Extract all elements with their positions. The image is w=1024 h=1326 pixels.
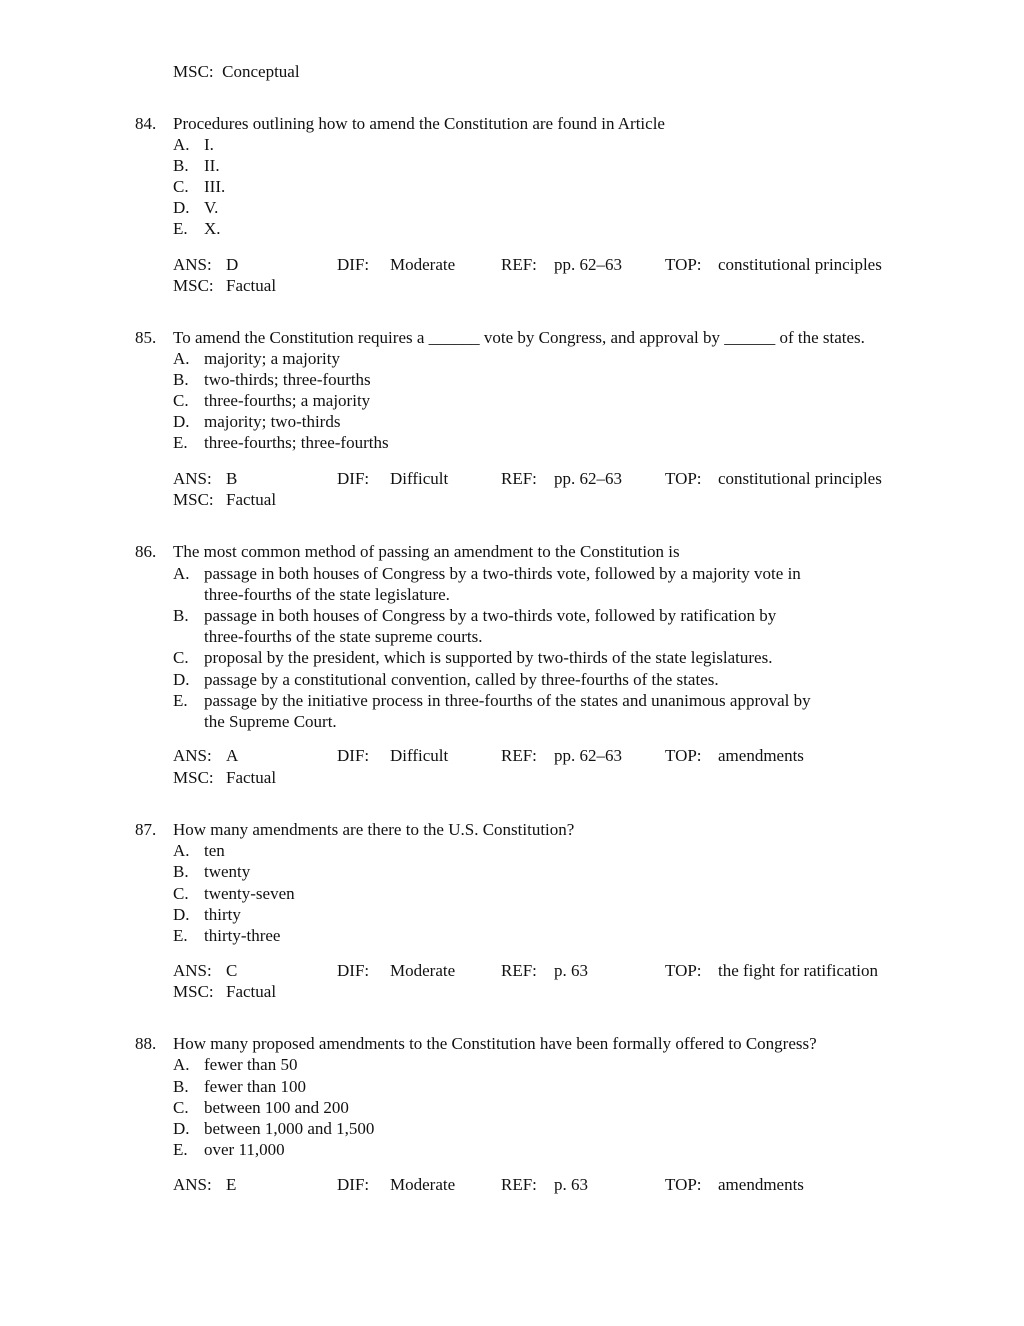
option-letter: D. xyxy=(173,905,190,924)
option-letter: B. xyxy=(173,156,189,175)
option-text: passage by a constitutional convention, called by three-fourths of the states. xyxy=(204,670,719,689)
option-letter: A. xyxy=(173,135,190,154)
option-text: ten xyxy=(204,841,225,860)
option-text: passage in both houses of Congress by a two-thirds vote, followed by a majority vote in xyxy=(204,564,801,583)
question-number: 88. xyxy=(135,1034,157,1053)
option-text: two-thirds; three-fourths xyxy=(204,370,371,389)
top-label: TOP: xyxy=(665,961,702,980)
question-stem: The most common method of passing an amendment to the Constitution is xyxy=(173,542,680,561)
top-label: TOP: xyxy=(665,746,702,765)
dif-label: DIF: xyxy=(337,255,370,274)
option-text: thirty-three xyxy=(204,926,281,945)
option-letter: C. xyxy=(173,391,189,410)
top-label: TOP: xyxy=(665,469,702,488)
option-text: between 100 and 200 xyxy=(204,1098,349,1117)
option-text: fewer than 100 xyxy=(204,1077,306,1096)
option-letter: D. xyxy=(173,412,190,431)
option-letter: D. xyxy=(173,198,190,217)
question-number: 84. xyxy=(135,114,157,133)
question-stem: How many amendments are there to the U.S. Constitution? xyxy=(173,820,575,839)
option-letter: E. xyxy=(173,219,188,238)
top-value: amendments xyxy=(718,1175,804,1194)
question-stem: Procedures outlining how to amend the Constitution are found in Article xyxy=(173,114,665,133)
option-letter: A. xyxy=(173,349,190,368)
option-letter: C. xyxy=(173,177,189,196)
option-text: majority; two-thirds xyxy=(204,412,341,431)
option-letter: E. xyxy=(173,926,188,945)
option-letter: A. xyxy=(173,1055,190,1074)
dif-value: Moderate xyxy=(390,1175,456,1194)
option-letter: D. xyxy=(173,670,190,689)
top-label: TOP: xyxy=(665,1175,702,1194)
question-number: 85. xyxy=(135,328,157,347)
option-text-continued: the Supreme Court. xyxy=(204,712,337,731)
option-text: fewer than 50 xyxy=(204,1055,298,1074)
ref-value: p. 63 xyxy=(554,1175,588,1194)
option-text-continued: three-fourths of the state supreme courts. xyxy=(204,627,483,646)
option-letter: A. xyxy=(173,841,190,860)
option-letter: C. xyxy=(173,1098,189,1117)
question-number: 87. xyxy=(135,820,157,839)
option-letter: E. xyxy=(173,691,188,710)
option-letter: B. xyxy=(173,862,189,881)
ans-label: ANS: xyxy=(173,469,212,488)
option-text: I. xyxy=(204,135,214,154)
ans-label: ANS: xyxy=(173,746,212,765)
dif-label: DIF: xyxy=(337,469,370,488)
option-letter: C. xyxy=(173,884,189,903)
option-text: majority; a majority xyxy=(204,349,340,368)
option-letter: D. xyxy=(173,1119,190,1138)
ref-value: p. 63 xyxy=(554,961,588,980)
ans-value: B xyxy=(226,469,238,488)
option-text: X. xyxy=(204,219,221,238)
option-letter: B. xyxy=(173,370,189,389)
ref-label: REF: xyxy=(501,1175,537,1194)
ans-value: E xyxy=(226,1175,237,1194)
option-letter: A. xyxy=(173,564,190,583)
option-letter: B. xyxy=(173,1077,189,1096)
dif-value: Moderate xyxy=(390,255,456,274)
ans-label: ANS: xyxy=(173,1175,212,1194)
top-value: the fight for ratification xyxy=(718,961,879,980)
ref-value: pp. 62–63 xyxy=(554,469,622,488)
ans-value: D xyxy=(226,255,239,274)
top-value: constitutional principles xyxy=(718,255,882,274)
ref-label: REF: xyxy=(501,469,537,488)
option-text: twenty-seven xyxy=(204,884,295,903)
ref-label: REF: xyxy=(501,255,537,274)
ref-label: REF: xyxy=(501,961,537,980)
option-text-continued: three-fourths of the state legislature. xyxy=(204,585,450,604)
question-number: 86. xyxy=(135,542,157,561)
msc-label: MSC: xyxy=(173,276,214,295)
ans-label: ANS: xyxy=(173,255,212,274)
top-label: TOP: xyxy=(665,255,702,274)
msc-label: MSC: xyxy=(173,62,214,81)
dif-label: DIF: xyxy=(337,746,370,765)
dif-value: Moderate xyxy=(390,961,456,980)
option-text: three-fourths; three-fourths xyxy=(204,433,389,452)
msc-label: MSC: xyxy=(173,768,214,787)
option-text: twenty xyxy=(204,862,251,881)
top-value: amendments xyxy=(718,746,804,765)
top-msc-line xyxy=(173,61,300,82)
option-text: proposal by the president, which is supported by two-thirds of the state legislatures. xyxy=(204,648,773,667)
option-text: over 11,000 xyxy=(204,1140,285,1159)
ref-label: REF: xyxy=(501,746,537,765)
ans-value: A xyxy=(226,746,239,765)
msc-value: Factual xyxy=(226,276,277,295)
ref-value: pp. 62–63 xyxy=(554,746,622,765)
option-text: between 1,000 and 1,500 xyxy=(204,1119,375,1138)
msc-value: Factual xyxy=(226,982,277,1001)
option-text: III. xyxy=(204,177,226,196)
msc-value: Factual xyxy=(226,768,277,787)
dif-label: DIF: xyxy=(337,1175,370,1194)
option-text: three-fourths; a majority xyxy=(204,391,371,410)
ans-value: C xyxy=(226,961,238,980)
option-letter: E. xyxy=(173,433,188,452)
option-text: V. xyxy=(204,198,219,217)
dif-value: Difficult xyxy=(390,746,449,765)
ans-label: ANS: xyxy=(173,961,212,980)
msc-label: MSC: xyxy=(173,982,214,1001)
question-stem: To amend the Constitution requires a ______ vote by Congress, and approval by ______ of the states. xyxy=(173,328,865,347)
option-text: thirty xyxy=(204,905,241,924)
option-letter: E. xyxy=(173,1140,188,1159)
msc-label: MSC: xyxy=(173,490,214,509)
msc-value: Factual xyxy=(226,490,277,509)
dif-value: Difficult xyxy=(390,469,449,488)
option-text: passage in both houses of Congress by a two-thirds vote, followed by ratification by xyxy=(204,606,777,625)
option-letter: B. xyxy=(173,606,189,625)
top-value: constitutional principles xyxy=(718,469,882,488)
question-stem: How many proposed amendments to the Constitution have been formally offered to Congress? xyxy=(173,1034,817,1053)
ref-value: pp. 62–63 xyxy=(554,255,622,274)
dif-label: DIF: xyxy=(337,961,370,980)
option-letter: C. xyxy=(173,648,189,667)
option-text: passage by the initiative process in three-fourths of the states and unanimous approval by xyxy=(204,691,811,710)
option-text: II. xyxy=(204,156,220,175)
msc-value: Conceptual xyxy=(222,62,300,81)
